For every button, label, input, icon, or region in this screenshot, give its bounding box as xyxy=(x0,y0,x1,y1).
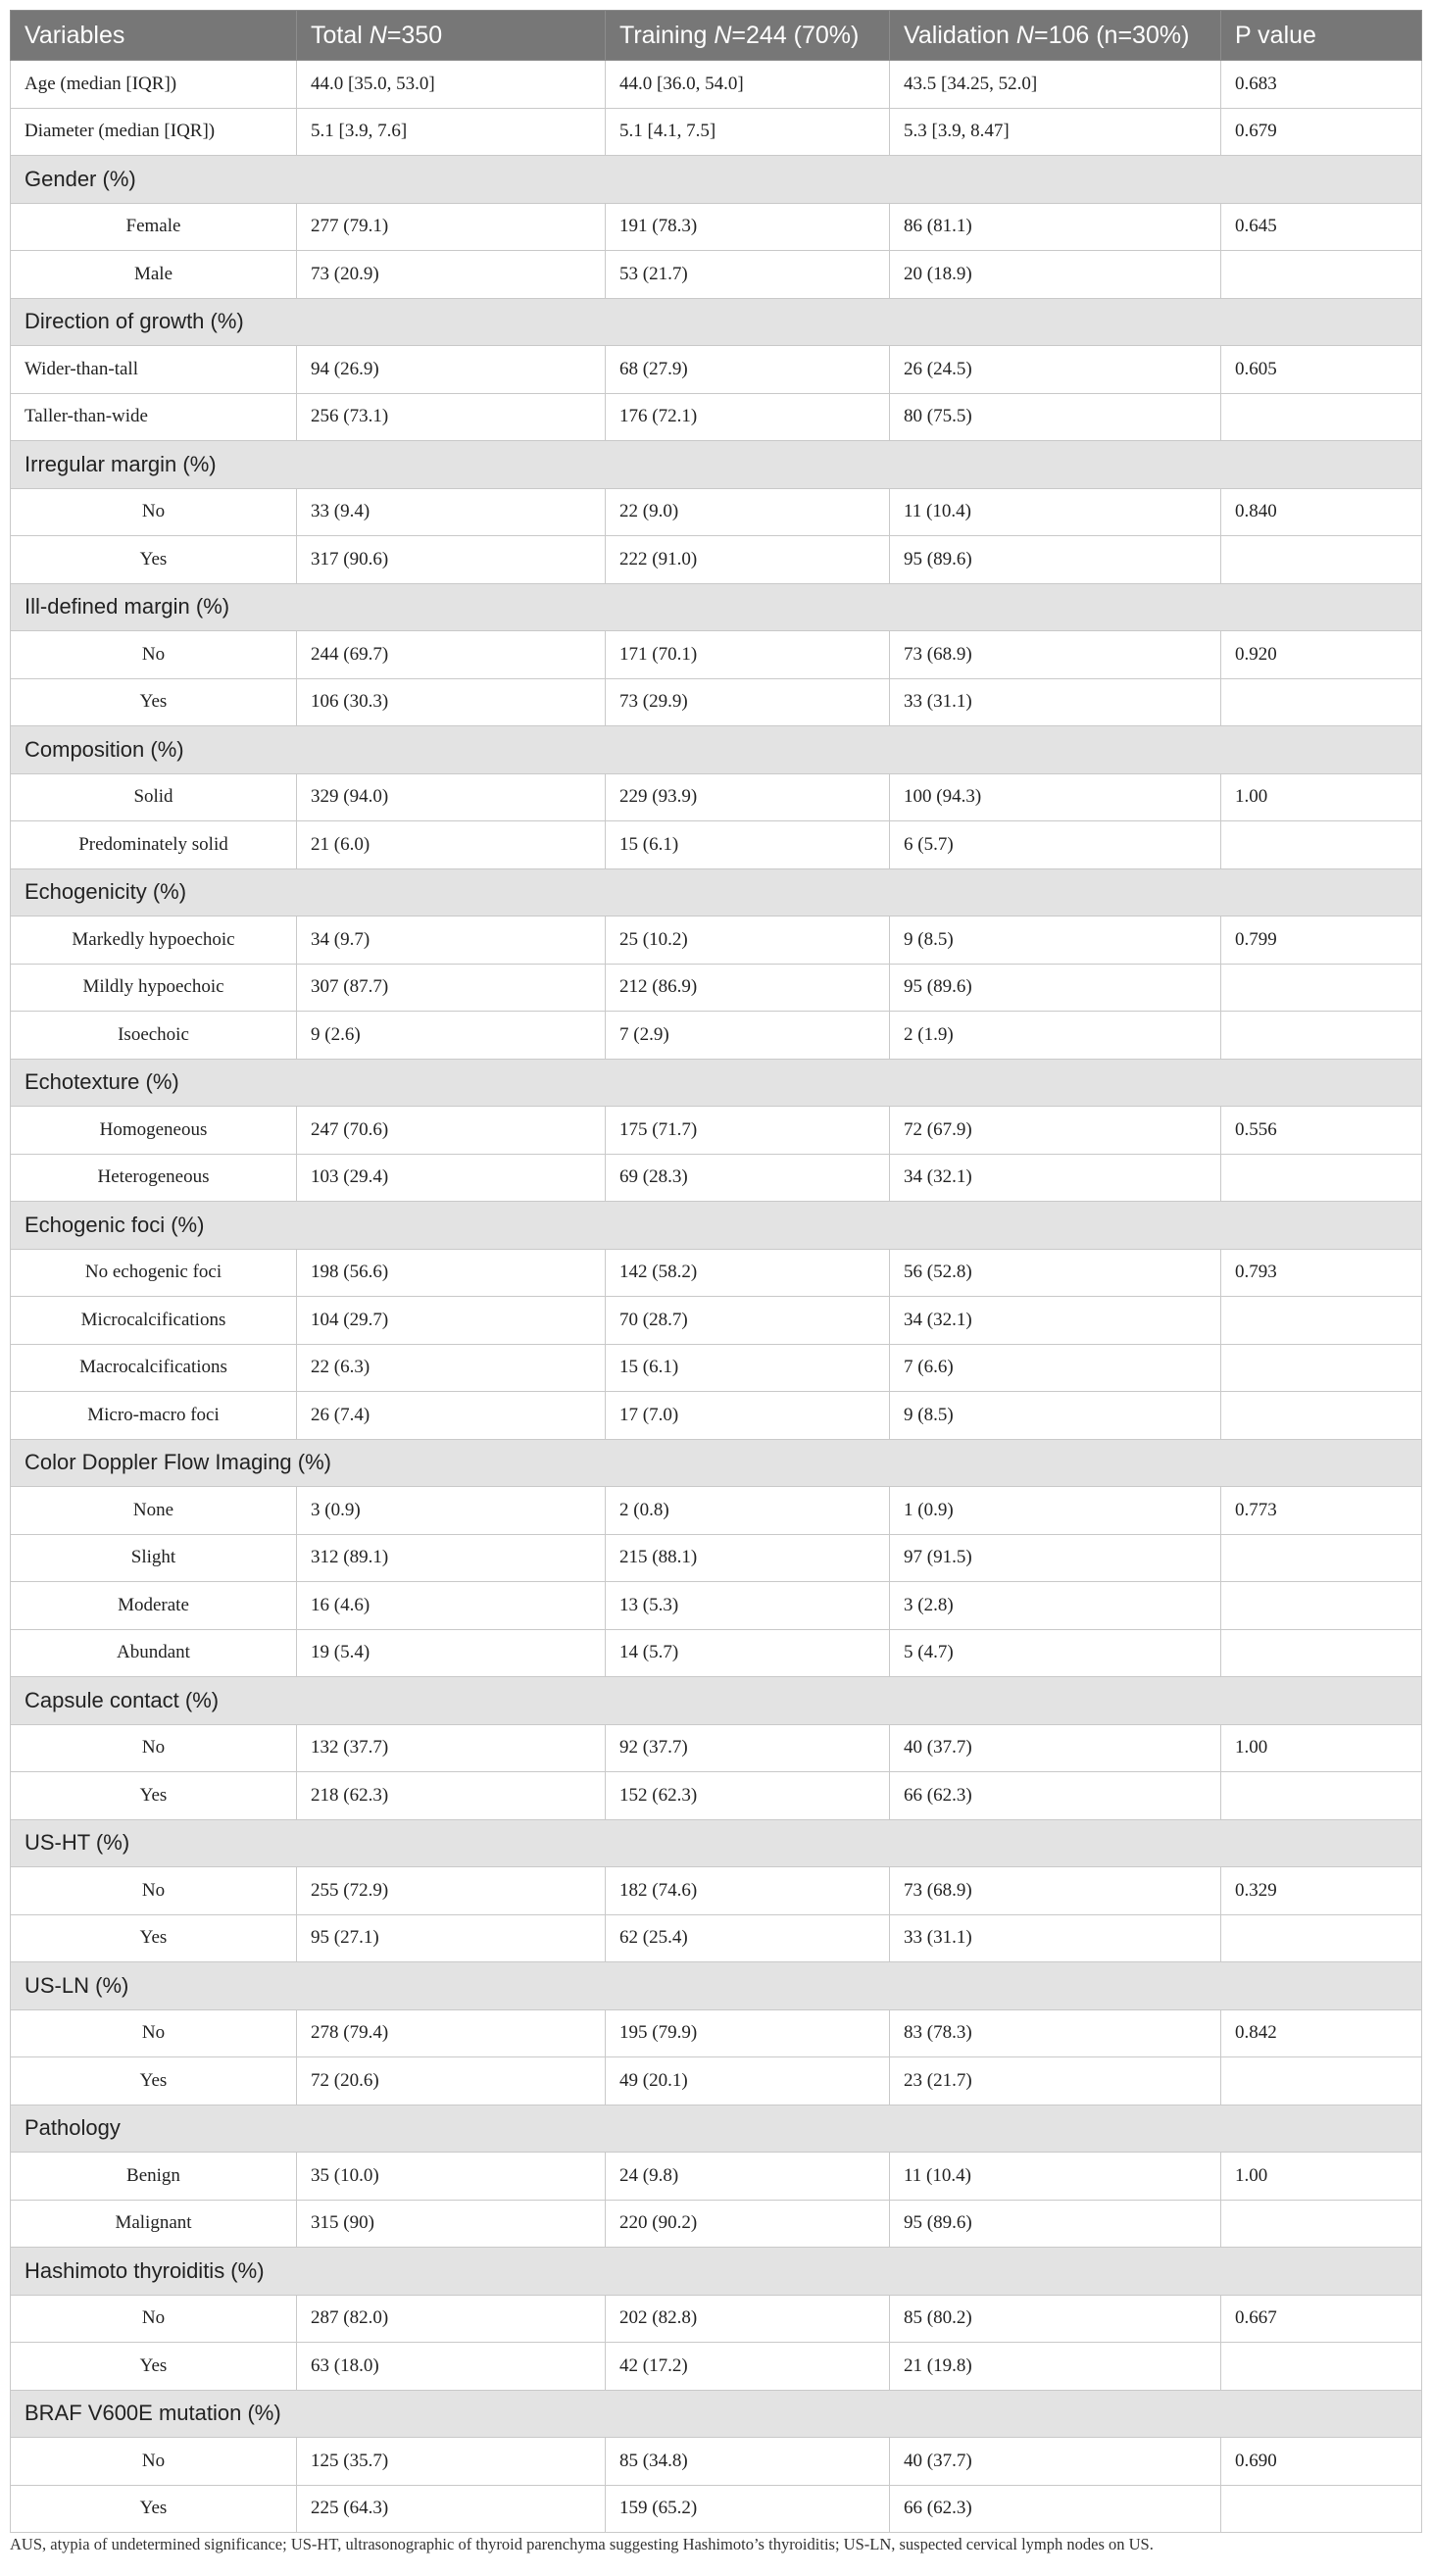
header-training-suffix: =244 (70%) xyxy=(731,21,860,49)
table-row xyxy=(11,346,1422,394)
total-cell: 103 (29.4) xyxy=(297,1154,606,1202)
pvalue-cell: 0.690 xyxy=(1221,2438,1422,2486)
variable-cell: Moderate xyxy=(11,1582,297,1630)
training-cell: 13 (5.3) xyxy=(606,1582,890,1630)
table-row xyxy=(11,1582,1422,1630)
validation-cell: 43.5 [34.25, 52.0] xyxy=(890,61,1221,109)
pvalue-cell xyxy=(1221,1297,1422,1345)
section-header-row xyxy=(11,2390,1422,2438)
training-cell: 62 (25.4) xyxy=(606,1914,890,1962)
pvalue-cell: 0.679 xyxy=(1221,108,1422,156)
validation-cell: 95 (89.6) xyxy=(890,536,1221,584)
pvalue-cell: 0.799 xyxy=(1221,916,1422,965)
pvalue-cell xyxy=(1221,1012,1422,1060)
table-row xyxy=(11,916,1422,965)
training-cell: 191 (78.3) xyxy=(606,203,890,251)
table-row xyxy=(11,536,1422,584)
training-cell: 42 (17.2) xyxy=(606,2343,890,2391)
variable-cell: No xyxy=(11,488,297,536)
training-cell: 220 (90.2) xyxy=(606,2200,890,2248)
total-cell: 317 (90.6) xyxy=(297,536,606,584)
variable-cell: Markedly hypoechoic xyxy=(11,916,297,965)
table-row xyxy=(11,2057,1422,2105)
validation-cell: 100 (94.3) xyxy=(890,773,1221,821)
total-cell: 9 (2.6) xyxy=(297,1012,606,1060)
pvalue-cell: 0.840 xyxy=(1221,488,1422,536)
validation-cell: 33 (31.1) xyxy=(890,678,1221,726)
training-cell: 159 (65.2) xyxy=(606,2485,890,2533)
total-cell: 287 (82.0) xyxy=(297,2295,606,2343)
variable-cell: No xyxy=(11,2009,297,2057)
variable-cell: Solid xyxy=(11,773,297,821)
training-cell: 25 (10.2) xyxy=(606,916,890,965)
training-cell: 53 (21.7) xyxy=(606,251,890,299)
training-cell: 15 (6.1) xyxy=(606,821,890,869)
section-header-row xyxy=(11,2248,1422,2296)
validation-cell: 1 (0.9) xyxy=(890,1487,1221,1535)
training-cell: 14 (5.7) xyxy=(606,1629,890,1677)
training-cell: 49 (20.1) xyxy=(606,2057,890,2105)
variable-cell: Yes xyxy=(11,2485,297,2533)
variable-cell: Wider-than-tall xyxy=(11,346,297,394)
total-cell: 307 (87.7) xyxy=(297,964,606,1012)
training-cell: 5.1 [4.1, 7.5] xyxy=(606,108,890,156)
header-total xyxy=(297,11,606,61)
pvalue-cell xyxy=(1221,2485,1422,2533)
variable-cell: Diameter (median [IQR]) xyxy=(11,108,297,156)
pvalue-cell: 0.329 xyxy=(1221,1867,1422,1915)
section-label: US-HT (%) xyxy=(11,1819,1422,1867)
training-cell: 195 (79.9) xyxy=(606,2009,890,2057)
total-cell: 33 (9.4) xyxy=(297,488,606,536)
table-row xyxy=(11,2009,1422,2057)
section-label: Color Doppler Flow Imaging (%) xyxy=(11,1439,1422,1487)
table-row xyxy=(11,1487,1422,1535)
variable-cell: Benign xyxy=(11,2153,297,2201)
validation-cell: 23 (21.7) xyxy=(890,2057,1221,2105)
table-row xyxy=(11,2438,1422,2486)
section-header-row xyxy=(11,441,1422,489)
total-cell: 72 (20.6) xyxy=(297,2057,606,2105)
training-cell: 7 (2.9) xyxy=(606,1012,890,1060)
table-row xyxy=(11,203,1422,251)
section-label: Direction of growth (%) xyxy=(11,298,1422,346)
section-header-row xyxy=(11,583,1422,631)
variable-cell: Homogeneous xyxy=(11,1107,297,1155)
section-header-row xyxy=(11,156,1422,204)
training-cell: 68 (27.9) xyxy=(606,346,890,394)
variable-cell: Slight xyxy=(11,1534,297,1582)
total-cell: 3 (0.9) xyxy=(297,1487,606,1535)
validation-cell: 40 (37.7) xyxy=(890,1724,1221,1772)
variable-cell: No echogenic foci xyxy=(11,1249,297,1297)
validation-cell: 97 (91.5) xyxy=(890,1534,1221,1582)
total-cell: 63 (18.0) xyxy=(297,2343,606,2391)
validation-cell: 7 (6.6) xyxy=(890,1344,1221,1392)
training-cell: 69 (28.3) xyxy=(606,1154,890,1202)
variable-cell: Female xyxy=(11,203,297,251)
table-row xyxy=(11,251,1422,299)
validation-cell: 9 (8.5) xyxy=(890,916,1221,965)
validation-cell: 6 (5.7) xyxy=(890,821,1221,869)
validation-cell: 2 (1.9) xyxy=(890,1012,1221,1060)
total-cell: 244 (69.7) xyxy=(297,631,606,679)
pvalue-cell xyxy=(1221,1344,1422,1392)
validation-cell: 20 (18.9) xyxy=(890,251,1221,299)
header-training-n: N xyxy=(714,21,732,49)
table-row xyxy=(11,1297,1422,1345)
total-cell: 329 (94.0) xyxy=(297,773,606,821)
header-total-n: N xyxy=(369,21,387,49)
total-cell: 106 (30.3) xyxy=(297,678,606,726)
validation-cell: 95 (89.6) xyxy=(890,964,1221,1012)
total-cell: 198 (56.6) xyxy=(297,1249,606,1297)
variable-cell: Micro-macro foci xyxy=(11,1392,297,1440)
section-label: Irregular margin (%) xyxy=(11,441,1422,489)
total-cell: 278 (79.4) xyxy=(297,2009,606,2057)
section-header-row xyxy=(11,1439,1422,1487)
table-row xyxy=(11,678,1422,726)
validation-cell: 11 (10.4) xyxy=(890,2153,1221,2201)
pvalue-cell: 0.605 xyxy=(1221,346,1422,394)
pvalue-cell: 0.842 xyxy=(1221,2009,1422,2057)
total-cell: 5.1 [3.9, 7.6] xyxy=(297,108,606,156)
pvalue-cell: 1.00 xyxy=(1221,1724,1422,1772)
header-variables xyxy=(11,11,297,61)
pvalue-cell xyxy=(1221,251,1422,299)
table-footnote: AUS, atypia of undetermined significance; US-HT, ultrasonographic of thyroid parenchyma suggesting Hashimoto’s thyroiditis; US-LN, suspected cervical lymph nodes on US. xyxy=(10,2535,1154,2553)
pvalue-cell xyxy=(1221,821,1422,869)
total-cell: 218 (62.3) xyxy=(297,1772,606,1820)
table-row xyxy=(11,2485,1422,2533)
section-header-row xyxy=(11,1202,1422,1250)
section-header-row xyxy=(11,1962,1422,2010)
validation-cell: 21 (19.8) xyxy=(890,2343,1221,2391)
pvalue-cell xyxy=(1221,1772,1422,1820)
section-header-row xyxy=(11,298,1422,346)
validation-cell: 72 (67.9) xyxy=(890,1107,1221,1155)
header-validation-suffix: =106 (n=30%) xyxy=(1033,21,1190,49)
table-row xyxy=(11,1249,1422,1297)
table-row xyxy=(11,2153,1422,2201)
table-row xyxy=(11,964,1422,1012)
table-row xyxy=(11,1392,1422,1440)
total-cell: 34 (9.7) xyxy=(297,916,606,965)
table-row xyxy=(11,488,1422,536)
pvalue-cell: 0.645 xyxy=(1221,203,1422,251)
training-cell: 215 (88.1) xyxy=(606,1534,890,1582)
pvalue-cell xyxy=(1221,393,1422,441)
table-row xyxy=(11,1344,1422,1392)
pvalue-cell: 1.00 xyxy=(1221,2153,1422,2201)
validation-cell: 34 (32.1) xyxy=(890,1297,1221,1345)
section-header-row xyxy=(11,868,1422,916)
validation-cell: 56 (52.8) xyxy=(890,1249,1221,1297)
variable-cell: Yes xyxy=(11,2343,297,2391)
pvalue-cell xyxy=(1221,2200,1422,2248)
training-cell: 229 (93.9) xyxy=(606,773,890,821)
validation-cell: 66 (62.3) xyxy=(890,1772,1221,1820)
pvalue-cell xyxy=(1221,2057,1422,2105)
training-cell: 85 (34.8) xyxy=(606,2438,890,2486)
variable-cell: No xyxy=(11,2438,297,2486)
table-row xyxy=(11,1154,1422,1202)
variable-cell: Malignant xyxy=(11,2200,297,2248)
variable-cell: Yes xyxy=(11,678,297,726)
training-cell: 222 (91.0) xyxy=(606,536,890,584)
header-validation xyxy=(890,11,1221,61)
table-row xyxy=(11,631,1422,679)
training-cell: 175 (71.7) xyxy=(606,1107,890,1155)
header-row xyxy=(11,11,1422,61)
table-row xyxy=(11,61,1422,109)
training-cell: 22 (9.0) xyxy=(606,488,890,536)
validation-cell: 33 (31.1) xyxy=(890,1914,1221,1962)
total-cell: 44.0 [35.0, 53.0] xyxy=(297,61,606,109)
total-cell: 132 (37.7) xyxy=(297,1724,606,1772)
table-row xyxy=(11,2343,1422,2391)
pvalue-cell: 0.773 xyxy=(1221,1487,1422,1535)
variable-cell: Yes xyxy=(11,1772,297,1820)
section-header-row xyxy=(11,1059,1422,1107)
table-row xyxy=(11,821,1422,869)
variable-cell: No xyxy=(11,631,297,679)
total-cell: 16 (4.6) xyxy=(297,1582,606,1630)
training-cell: 24 (9.8) xyxy=(606,2153,890,2201)
pvalue-cell: 0.793 xyxy=(1221,1249,1422,1297)
section-label: Echogenicity (%) xyxy=(11,868,1422,916)
variable-cell: Yes xyxy=(11,536,297,584)
training-cell: 171 (70.1) xyxy=(606,631,890,679)
pvalue-cell xyxy=(1221,1154,1422,1202)
table-row xyxy=(11,1107,1422,1155)
variable-cell: Isoechoic xyxy=(11,1012,297,1060)
table-row xyxy=(11,2200,1422,2248)
pvalue-cell: 0.920 xyxy=(1221,631,1422,679)
section-label: Capsule contact (%) xyxy=(11,1677,1422,1725)
total-cell: 225 (64.3) xyxy=(297,2485,606,2533)
table-row xyxy=(11,1629,1422,1677)
section-header-row xyxy=(11,726,1422,774)
validation-cell: 73 (68.9) xyxy=(890,1867,1221,1915)
training-cell: 15 (6.1) xyxy=(606,1344,890,1392)
header-validation-n: N xyxy=(1015,21,1034,49)
variable-cell: No xyxy=(11,1867,297,1915)
validation-cell: 5 (4.7) xyxy=(890,1629,1221,1677)
validation-cell: 3 (2.8) xyxy=(890,1582,1221,1630)
training-cell: 152 (62.3) xyxy=(606,1772,890,1820)
pvalue-cell xyxy=(1221,1582,1422,1630)
pvalue-cell: 1.00 xyxy=(1221,773,1422,821)
validation-cell: 83 (78.3) xyxy=(890,2009,1221,2057)
validation-cell: 34 (32.1) xyxy=(890,1154,1221,1202)
total-cell: 255 (72.9) xyxy=(297,1867,606,1915)
pvalue-cell: 0.667 xyxy=(1221,2295,1422,2343)
variable-cell: None xyxy=(11,1487,297,1535)
training-cell: 176 (72.1) xyxy=(606,393,890,441)
training-cell: 2 (0.8) xyxy=(606,1487,890,1535)
total-cell: 315 (90) xyxy=(297,2200,606,2248)
validation-cell: 40 (37.7) xyxy=(890,2438,1221,2486)
table-row xyxy=(11,108,1422,156)
validation-cell: 80 (75.5) xyxy=(890,393,1221,441)
total-cell: 277 (79.1) xyxy=(297,203,606,251)
header-pvalue-label: P value xyxy=(1235,21,1316,49)
header-total-prefix: Total xyxy=(311,21,370,49)
variable-cell: Abundant xyxy=(11,1629,297,1677)
training-cell: 70 (28.7) xyxy=(606,1297,890,1345)
validation-cell: 11 (10.4) xyxy=(890,488,1221,536)
table-row xyxy=(11,1867,1422,1915)
validation-cell: 9 (8.5) xyxy=(890,1392,1221,1440)
total-cell: 19 (5.4) xyxy=(297,1629,606,1677)
table-row xyxy=(11,773,1422,821)
section-header-row xyxy=(11,1677,1422,1725)
variable-cell: Yes xyxy=(11,2057,297,2105)
pvalue-cell xyxy=(1221,964,1422,1012)
baseline-characteristics-table xyxy=(10,10,1422,2533)
total-cell: 104 (29.7) xyxy=(297,1297,606,1345)
section-label: Composition (%) xyxy=(11,726,1422,774)
section-label: US-LN (%) xyxy=(11,1962,1422,2010)
total-cell: 256 (73.1) xyxy=(297,393,606,441)
total-cell: 95 (27.1) xyxy=(297,1914,606,1962)
table-body xyxy=(11,61,1422,2533)
validation-cell: 26 (24.5) xyxy=(890,346,1221,394)
variable-cell: Male xyxy=(11,251,297,299)
validation-cell: 85 (80.2) xyxy=(890,2295,1221,2343)
header-training xyxy=(606,11,890,61)
variable-cell: Predominately solid xyxy=(11,821,297,869)
pvalue-cell xyxy=(1221,1629,1422,1677)
variable-cell: Taller-than-wide xyxy=(11,393,297,441)
training-cell: 73 (29.9) xyxy=(606,678,890,726)
pvalue-cell xyxy=(1221,536,1422,584)
table-row xyxy=(11,1724,1422,1772)
pvalue-cell xyxy=(1221,1914,1422,1962)
table-row xyxy=(11,1914,1422,1962)
total-cell: 125 (35.7) xyxy=(297,2438,606,2486)
pvalue-cell: 0.683 xyxy=(1221,61,1422,109)
total-cell: 35 (10.0) xyxy=(297,2153,606,2201)
pvalue-cell: 0.556 xyxy=(1221,1107,1422,1155)
total-cell: 312 (89.1) xyxy=(297,1534,606,1582)
validation-cell: 95 (89.6) xyxy=(890,2200,1221,2248)
header-validation-prefix: Validation xyxy=(904,21,1016,49)
variable-cell: Yes xyxy=(11,1914,297,1962)
total-cell: 73 (20.9) xyxy=(297,251,606,299)
table-row xyxy=(11,1012,1422,1060)
section-label: Hashimoto thyroiditis (%) xyxy=(11,2248,1422,2296)
section-label: Echogenic foci (%) xyxy=(11,1202,1422,1250)
pvalue-cell xyxy=(1221,1534,1422,1582)
variable-cell: No xyxy=(11,2295,297,2343)
table-row xyxy=(11,2295,1422,2343)
pvalue-cell xyxy=(1221,2343,1422,2391)
variable-cell: Age (median [IQR]) xyxy=(11,61,297,109)
variable-cell: Macrocalcifications xyxy=(11,1344,297,1392)
total-cell: 21 (6.0) xyxy=(297,821,606,869)
baseline-characteristics-table-container xyxy=(10,10,1421,2533)
header-total-suffix: =350 xyxy=(386,21,443,49)
section-label: Echotexture (%) xyxy=(11,1059,1422,1107)
variable-cell: No xyxy=(11,1724,297,1772)
validation-cell: 66 (62.3) xyxy=(890,2485,1221,2533)
section-label: Pathology xyxy=(11,2105,1422,2153)
section-label: Ill-defined margin (%) xyxy=(11,583,1422,631)
total-cell: 247 (70.6) xyxy=(297,1107,606,1155)
validation-cell: 86 (81.1) xyxy=(890,203,1221,251)
training-cell: 92 (37.7) xyxy=(606,1724,890,1772)
table-row xyxy=(11,1534,1422,1582)
training-cell: 17 (7.0) xyxy=(606,1392,890,1440)
total-cell: 26 (7.4) xyxy=(297,1392,606,1440)
total-cell: 94 (26.9) xyxy=(297,346,606,394)
section-label: Gender (%) xyxy=(11,156,1422,204)
validation-cell: 5.3 [3.9, 8.47] xyxy=(890,108,1221,156)
training-cell: 142 (58.2) xyxy=(606,1249,890,1297)
header-pvalue xyxy=(1221,11,1422,61)
pvalue-cell xyxy=(1221,678,1422,726)
variable-cell: Mildly hypoechoic xyxy=(11,964,297,1012)
training-cell: 202 (82.8) xyxy=(606,2295,890,2343)
table-header xyxy=(11,11,1422,61)
variable-cell: Microcalcifications xyxy=(11,1297,297,1345)
training-cell: 212 (86.9) xyxy=(606,964,890,1012)
table-row xyxy=(11,1772,1422,1820)
total-cell: 22 (6.3) xyxy=(297,1344,606,1392)
training-cell: 182 (74.6) xyxy=(606,1867,890,1915)
header-variables-label: Variables xyxy=(25,21,125,49)
table-row xyxy=(11,393,1422,441)
section-header-row xyxy=(11,1819,1422,1867)
training-cell: 44.0 [36.0, 54.0] xyxy=(606,61,890,109)
validation-cell: 73 (68.9) xyxy=(890,631,1221,679)
section-label: BRAF V600E mutation (%) xyxy=(11,2390,1422,2438)
variable-cell: Heterogeneous xyxy=(11,1154,297,1202)
header-training-prefix: Training xyxy=(619,21,715,49)
section-header-row xyxy=(11,2105,1422,2153)
pvalue-cell xyxy=(1221,1392,1422,1440)
